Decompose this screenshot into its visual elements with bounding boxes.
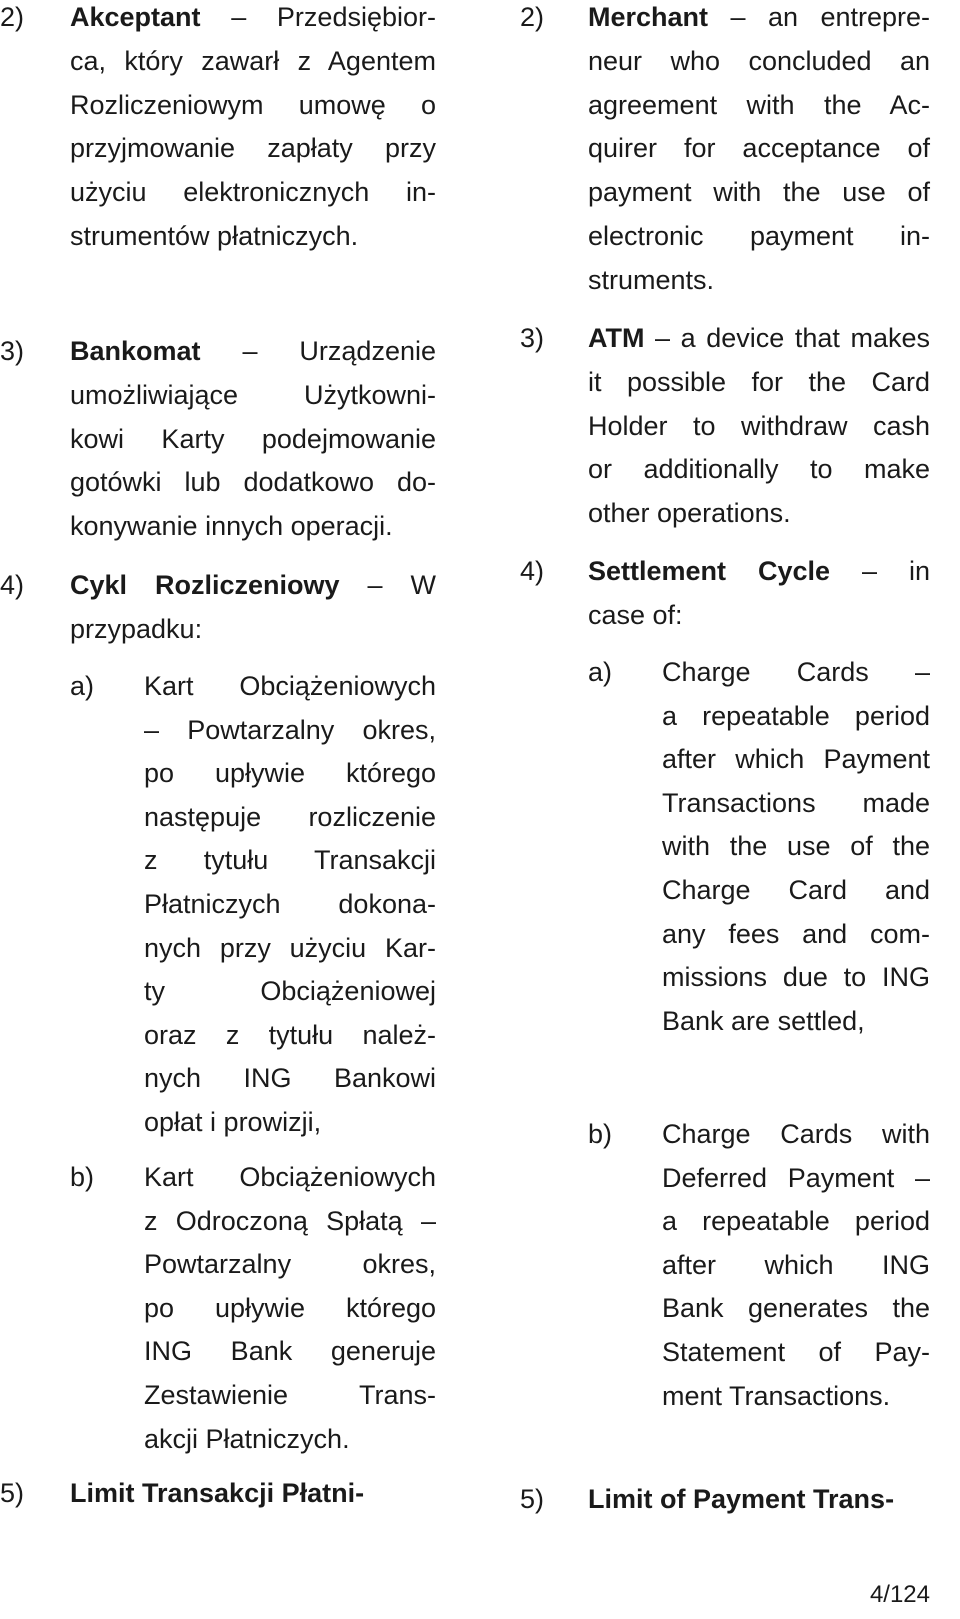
text-line: electronic payment in-: [588, 220, 930, 251]
text-line: przypadku:: [70, 613, 203, 644]
text-line: ATM – a device that makes: [588, 323, 930, 353]
text-line: strumentów płatniczych.: [70, 220, 359, 251]
text-line: ING Bank generuje: [144, 1336, 436, 1367]
sub-letter: a): [70, 671, 95, 701]
right-item-4-text: [588, 550, 930, 638]
text-line: Bank are settled,: [662, 1005, 865, 1036]
text-line: payment with the use of: [588, 177, 930, 208]
text-line: użyciu elektronicznych in-: [70, 177, 436, 208]
item-number: 2): [0, 2, 25, 32]
text-line: Charge Cards –: [662, 657, 930, 687]
left-item-2: [0, 0, 436, 259]
text-line: ca, który zawarł z Agentem: [70, 45, 436, 76]
defined-term: Akceptant: [70, 2, 201, 32]
text-line: Kart Obciążeniowych: [144, 1162, 436, 1192]
text-line: Powtarzalny okres,: [144, 1249, 436, 1280]
text-line: ty Obciążeniowej: [144, 976, 436, 1007]
text-line: Limit of Payment Trans-: [588, 1484, 895, 1514]
left-sub-b: [70, 1156, 436, 1461]
text-line: or additionally to make: [588, 454, 930, 485]
text-line: Statement of Pay-: [662, 1336, 930, 1367]
text-line: agreement with the Ac-: [588, 89, 930, 120]
defined-term: ATM: [588, 323, 645, 353]
text-line: Settlement Cycle – in: [588, 556, 930, 586]
text-line: Bank generates the: [662, 1293, 930, 1324]
left-item-5: [0, 1472, 436, 1516]
text-line: Bankomat – Urządzenie: [70, 336, 436, 366]
text-line: quirer for acceptance of: [588, 133, 930, 164]
text-line: po upływie którego: [144, 758, 436, 789]
left-item-2-text: [70, 0, 436, 259]
text-line: opłat i prowizji,: [144, 1106, 322, 1137]
left-item-3-text: [70, 330, 436, 549]
sub-letter: b): [70, 1162, 95, 1192]
item-number: 5): [0, 1478, 25, 1508]
text-line: z Odroczoną Spłatą –: [144, 1205, 436, 1236]
text-line: neur who concluded an: [588, 45, 930, 76]
right-item-5: [520, 1478, 930, 1522]
item-number: 3): [520, 323, 545, 353]
text-line: with the use of the: [662, 831, 930, 862]
text-line: after which Payment: [662, 744, 930, 775]
item-number: 4): [520, 556, 545, 586]
text-line: gotówki lub dodatkowo do-: [70, 467, 436, 498]
text-line: Akceptant – Przedsiębior-: [70, 2, 436, 32]
text-line: it possible for the Card: [588, 366, 930, 397]
text-line: po upływie którego: [144, 1292, 436, 1323]
left-sub-b-text: [144, 1156, 436, 1461]
right-sub-b: [588, 1113, 930, 1418]
text-line: nych przy użyciu Kar-: [144, 932, 436, 963]
page-number: 4/124: [869, 1581, 930, 1608]
text-line: umożliwiające Użytkowni-: [70, 379, 436, 410]
text-line: następuje rozliczenie: [144, 801, 436, 832]
left-sub-a-text: [144, 665, 436, 1145]
text-line: Płatniczych dokona-: [144, 888, 436, 919]
text-line: Kart Obciążeniowych: [144, 671, 436, 701]
text-line: missions due to ING: [662, 962, 930, 993]
right-item-2-text: [588, 0, 930, 303]
text-line: oraz z tytułu należ-: [144, 1019, 436, 1050]
text-line: ment Transactions.: [662, 1380, 891, 1411]
text-line: Deferred Payment –: [662, 1162, 930, 1193]
item-number: 4): [0, 570, 25, 600]
text-line: Merchant – an entrepre-: [588, 2, 930, 32]
right-sub-b-text: [662, 1113, 930, 1418]
left-item-4-text: [70, 564, 436, 652]
text-line: konywanie innych operacji.: [70, 511, 393, 542]
item-number: 3): [0, 336, 25, 366]
text-line: Charge Cards with: [662, 1119, 930, 1149]
text-line: Holder to withdraw cash: [588, 410, 930, 441]
text-line: akcji Płatniczych.: [144, 1423, 350, 1454]
text-line: case of:: [588, 599, 683, 630]
text-line: Limit Transakcji Płatni-: [70, 1478, 365, 1508]
defined-term: Bankomat: [70, 336, 201, 366]
text-line: – Powtarzalny okres,: [144, 714, 436, 745]
text-line: nych ING Bankowi: [144, 1063, 436, 1094]
text-line: struments.: [588, 264, 715, 295]
sub-letter: a): [588, 657, 613, 687]
text-line: after which ING: [662, 1249, 930, 1280]
right-sub-a: [588, 651, 930, 1043]
text-line: Rozliczeniowym umowę o: [70, 89, 436, 120]
left-item-3: [0, 330, 436, 549]
right-item-3: [520, 317, 930, 536]
text-line: kowi Karty podejmowanie: [70, 423, 436, 454]
right-item-2: [520, 0, 930, 303]
left-item-4: [0, 564, 436, 652]
text-line: a repeatable period: [662, 1206, 930, 1237]
item-number: 5): [520, 1484, 545, 1514]
defined-term: Settlement Cycle: [588, 556, 831, 586]
text-line: Charge Card and: [662, 874, 930, 905]
defined-term: Cykl Rozliczeniowy: [70, 570, 340, 600]
right-item-4: [520, 550, 930, 638]
right-item-5-text: [588, 1478, 930, 1522]
text-line: Zestawienie Trans-: [144, 1379, 436, 1410]
text-line: z tytułu Transakcji: [144, 845, 436, 876]
text-line: any fees and com-: [662, 918, 930, 949]
left-sub-a: [70, 665, 436, 1145]
defined-term: Merchant: [588, 2, 709, 32]
text-line: przyjmowanie zapłaty przy: [70, 133, 436, 164]
item-number: 2): [520, 2, 545, 32]
text-line: a repeatable period: [662, 700, 930, 731]
left-item-5-text: [70, 1472, 436, 1516]
text-line: other operations.: [588, 498, 791, 529]
right-item-3-text: [588, 317, 930, 536]
text-line: Cykl Rozliczeniowy – W: [70, 570, 436, 600]
sub-letter: b): [588, 1119, 613, 1149]
right-sub-a-text: [662, 651, 930, 1043]
text-line: Transactions made: [662, 787, 930, 818]
